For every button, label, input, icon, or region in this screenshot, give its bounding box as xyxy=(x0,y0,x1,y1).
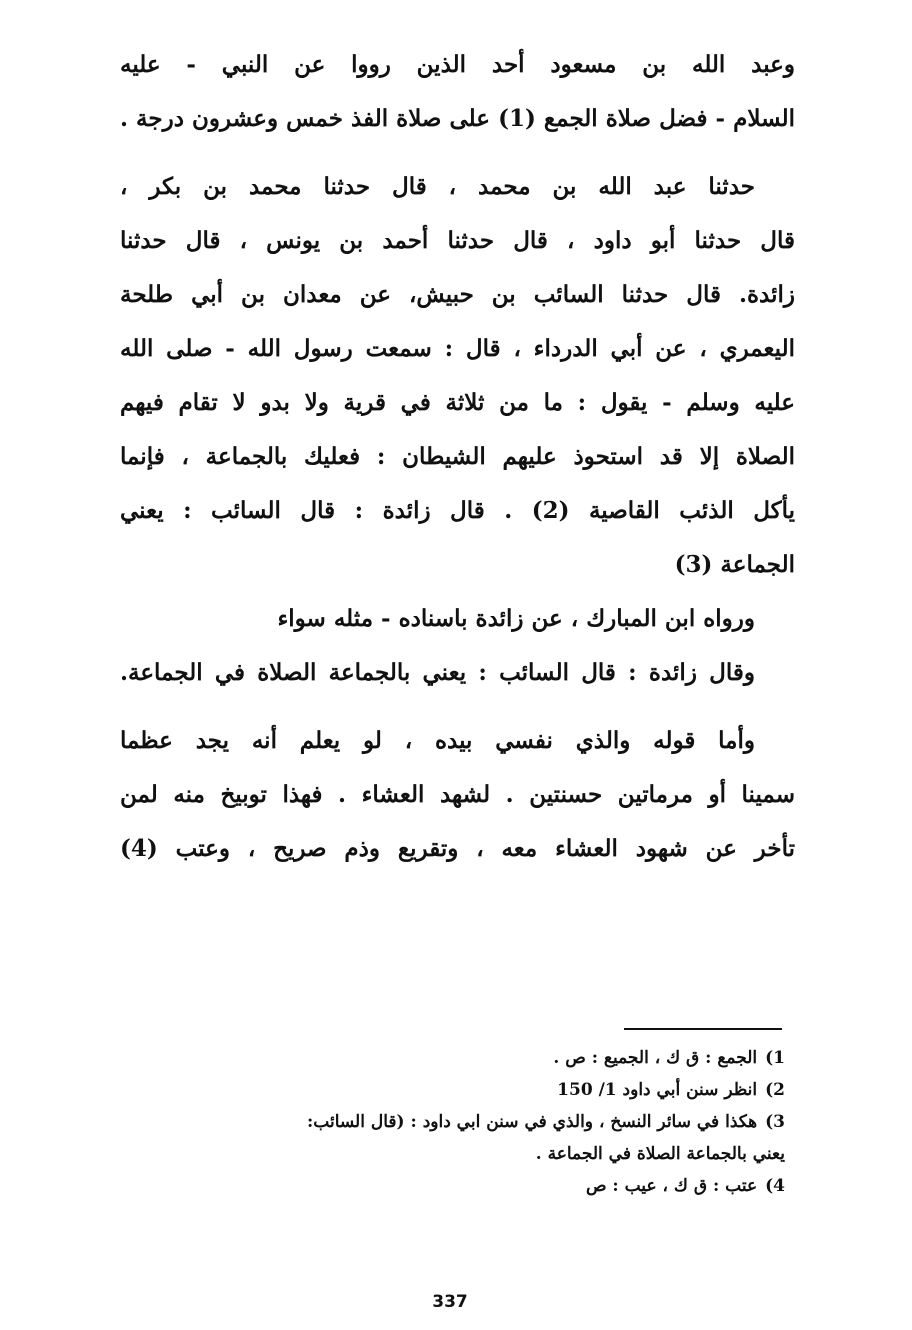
text-line: السلام - فضل صلاة الجمع (1) على صلاة الفذ خمس وعشرون درجة . xyxy=(120,105,795,132)
footnote-number: 2) xyxy=(765,1080,785,1100)
text-line: وأما قوله والذي نفسي بيده ، لو يعلم أنه يجد عظما xyxy=(120,727,755,754)
main-text xyxy=(120,38,795,876)
footnotes xyxy=(125,1042,785,1202)
text-line: يأكل الذئب القاصية (2) . قال زائدة : قال السائب : يعني xyxy=(120,497,795,524)
footnote-item xyxy=(125,1138,785,1170)
footnote-number: 3) xyxy=(765,1112,785,1132)
page-number: 337 xyxy=(432,1292,468,1312)
paragraph-gap xyxy=(120,146,795,160)
footnote-text: يعني بالجماعة الصلاة في الجماعة . xyxy=(535,1144,785,1164)
text-line: زائدة. قال حدثنا السائب بن حبيش، عن معدان بن أبي طلحة xyxy=(120,281,795,308)
paragraph-gap xyxy=(120,700,795,714)
text-line: ورواه ابن المبارك ، عن زائدة باسناده - مثله سواء xyxy=(277,605,755,632)
footnote-text: عتب : ق ك ، عيب : ص xyxy=(585,1176,758,1196)
footnote-text: الجمع : ق ك ، الجميع : ص . xyxy=(553,1048,758,1068)
footnote-item xyxy=(125,1106,785,1138)
footnote-divider xyxy=(624,1028,782,1030)
text-line: حدثنا عبد الله بن محمد ، قال حدثنا محمد بن بكر ، xyxy=(120,173,755,200)
footnote-text: هكذا في سائر النسخ ، والذي في سنن ابي داود : (قال السائب: xyxy=(307,1112,758,1132)
text-line: الصلاة إلا قد استحوذ عليهم الشيطان : فعليك بالجماعة ، فإنما xyxy=(120,443,795,470)
text-line: وقال زائدة : قال السائب : يعني بالجماعة الصلاة في الجماعة. xyxy=(120,659,755,686)
footnote-item xyxy=(125,1074,785,1106)
text-line: اليعمري ، عن أبي الدرداء ، قال : سمعت رسول الله - صلى الله xyxy=(120,335,795,362)
text-line: سمينا أو مرماتين حسنتين . لشهد العشاء . فهذا توبيخ منه لمن xyxy=(120,781,795,808)
text-line: وعبد الله بن مسعود أحد الذين رووا عن النبي - عليه xyxy=(120,51,795,78)
text-line: الجماعة (3) xyxy=(674,551,795,578)
footnote-item xyxy=(125,1170,785,1202)
footnote-number: 4) xyxy=(765,1176,785,1196)
text-line: عليه وسلم - يقول : ما من ثلاثة في قرية ولا بدو لا تقام فيهم xyxy=(120,389,795,416)
footnote-text: انظر سنن أبي داود 1/ 150 xyxy=(557,1080,758,1100)
footnote-item xyxy=(125,1042,785,1074)
text-line: قال حدثنا أبو داود ، قال حدثنا أحمد بن يونس ، قال حدثنا xyxy=(120,227,795,254)
text-line: تأخر عن شهود العشاء معه ، وتقريع وذم صريح ، وعتب (4) xyxy=(120,835,795,862)
footnote-number: 1) xyxy=(765,1048,785,1068)
